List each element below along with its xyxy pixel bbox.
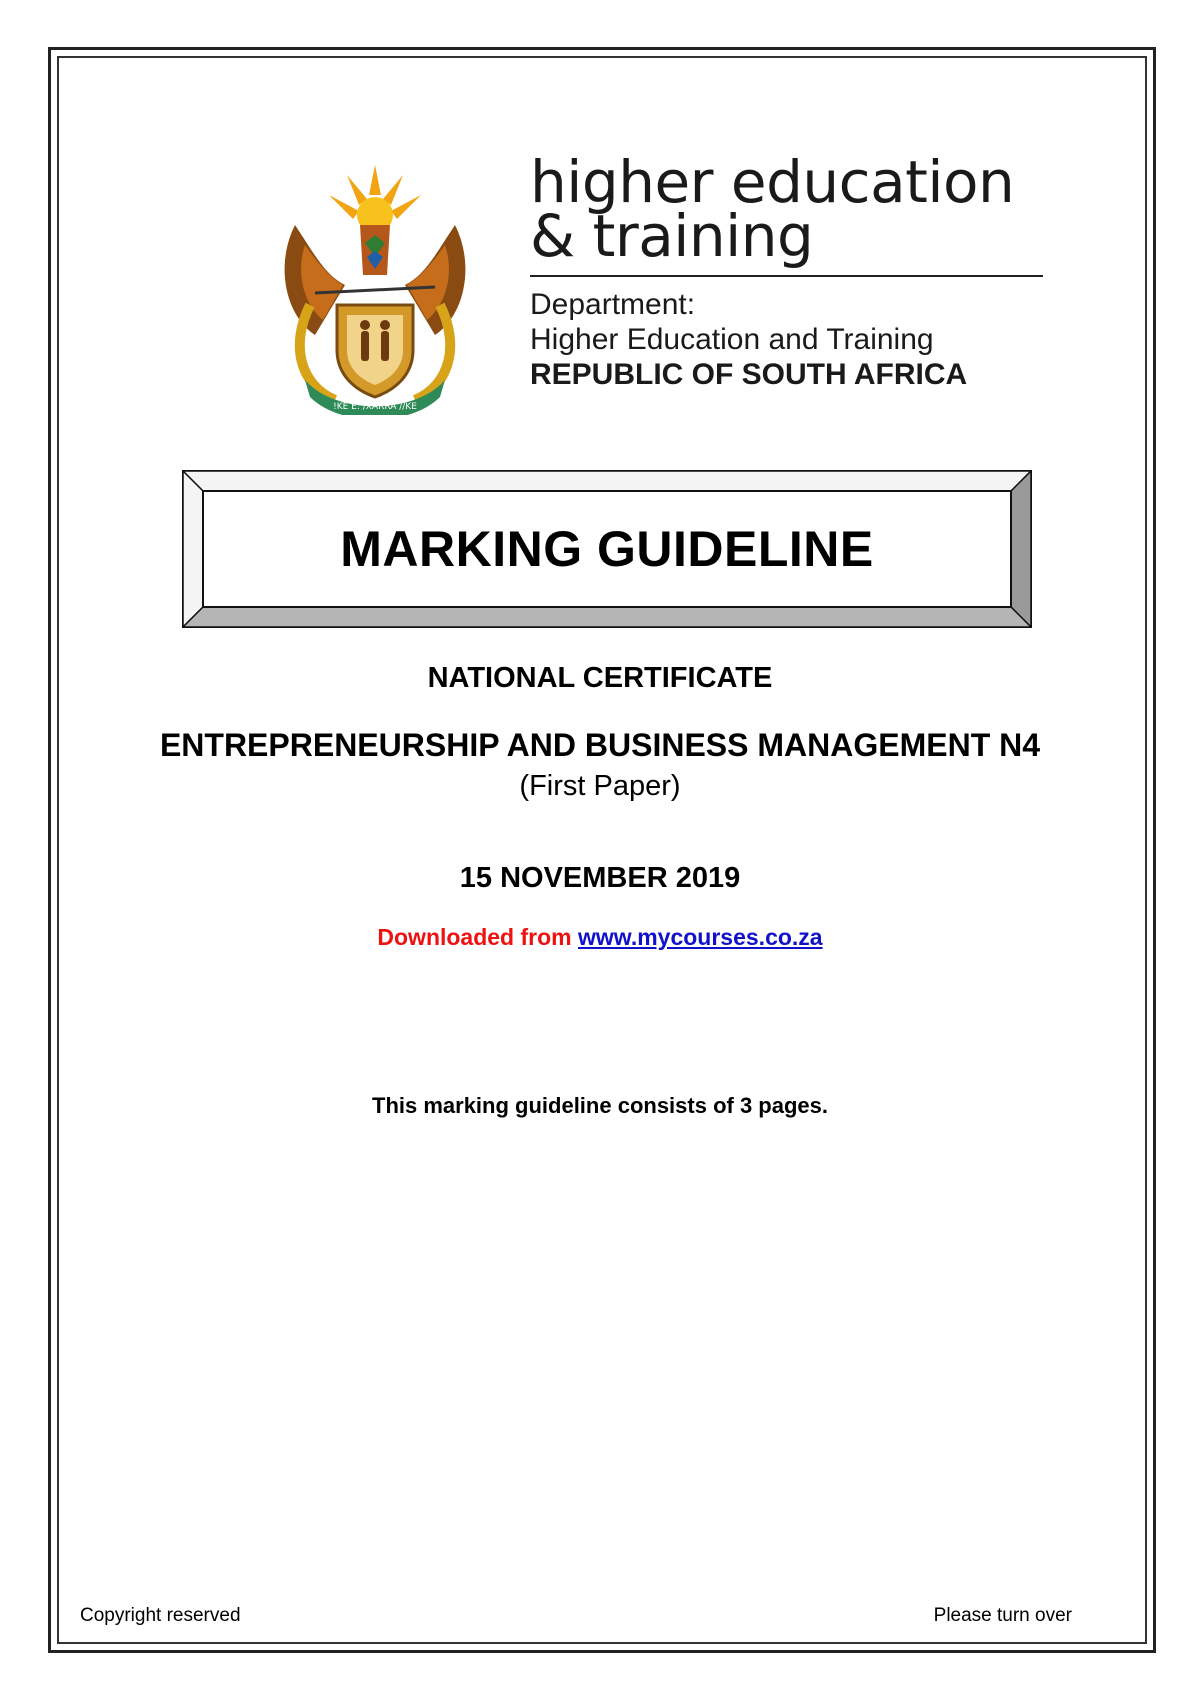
- department-header: [530, 148, 1050, 392]
- exam-date: 15 NOVEMBER 2019: [459, 862, 741, 894]
- emblem-motto: !KE E: /XARRA //KE: [333, 402, 417, 412]
- subject-title: ENTREPRENEURSHIP AND BUSINESS MANAGEMENT N4: [159, 727, 1041, 763]
- country-name: REPUBLIC OF SOUTH AFRICA: [530, 358, 968, 391]
- dept-title-line1: higher education: [530, 148, 1015, 216]
- coat-of-arms-logo: [275, 165, 475, 415]
- download-link[interactable]: www.mycourses.co.za: [578, 924, 823, 950]
- document-title: MARKING GUIDELINE: [340, 521, 874, 577]
- paper-label: (First Paper): [519, 770, 681, 802]
- footer-turn-over: Please turn over: [933, 1605, 1072, 1626]
- dept-name: Higher Education and Training: [530, 323, 934, 356]
- pages-note: This marking guideline consists of 3 pages.: [372, 1093, 828, 1118]
- download-notice: [60, 924, 1140, 951]
- dept-title-line2: & training: [530, 202, 814, 270]
- footer-copyright: Copyright reserved: [80, 1605, 241, 1626]
- certificate-label: NATIONAL CERTIFICATE: [427, 662, 773, 694]
- title-box: [182, 470, 1032, 628]
- dept-divider: [530, 275, 1043, 277]
- dept-label: Department:: [530, 288, 696, 321]
- download-prefix: Downloaded from: [377, 924, 572, 950]
